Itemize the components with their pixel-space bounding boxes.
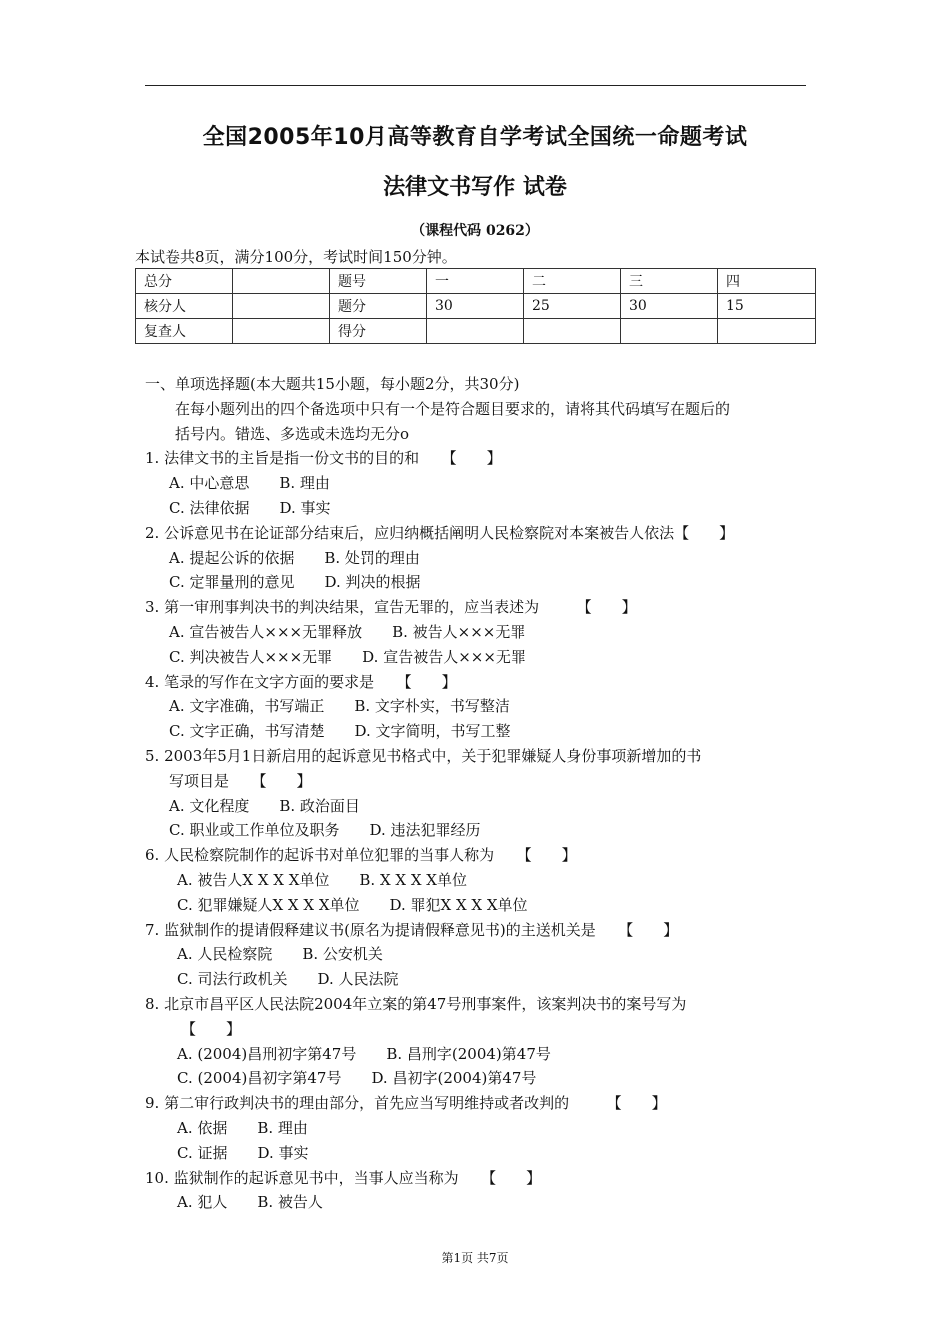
question-options: C. 职业或工作单位及职务 D. 违法犯罪经历 — [169, 821, 481, 840]
table-cell: 题分 — [330, 294, 427, 319]
question-stem: 6. 人民检察院制作的起诉书对单位犯罪的当事人称为 【 】 — [145, 846, 577, 865]
table-cell: 30 — [427, 294, 524, 319]
table-row — [136, 319, 816, 344]
table-cell — [233, 294, 330, 319]
question-stem: 8. 北京市昌平区人民法院2004年立案的第47号刑事案件，该案判决书的案号写为 — [145, 994, 687, 1013]
section-heading: 一、单项选择题(本大题共15小题，每小题2分，共30分) — [145, 375, 520, 393]
question-options: A. (2004)昌刑初字第47号 B. 昌刑字(2004)第47号 — [177, 1044, 551, 1063]
subject-title: 法律文书写作 试卷 — [383, 175, 567, 200]
table-cell — [427, 319, 524, 344]
question-options: C. 判决被告人×××无罪 D. 宣告被告人×××无罪 — [169, 647, 526, 666]
question-options: C. 证据 D. 事实 — [177, 1143, 309, 1162]
question-stem: 5. 2003年5月1日新启用的起诉意见书格式中，关于犯罪嫌疑人身份事项新增加的书 — [145, 746, 702, 765]
table-cell — [524, 319, 621, 344]
question-options: C. 犯罪嫌疑人X X X X单位 D. 罪犯X X X X单位 — [177, 895, 528, 914]
table-cell: 三 — [621, 269, 718, 294]
table-cell: 复查人 — [136, 319, 233, 344]
table-cell: 得分 — [330, 319, 427, 344]
question-options: A. 犯人 B. 被告人 — [177, 1193, 323, 1212]
question-options: A. 文化程度 B. 政治面目 — [169, 796, 360, 815]
table-cell — [621, 319, 718, 344]
table-cell: 30 — [621, 294, 718, 319]
section-instruction: 括号内。错选、多选或未选均无分o — [175, 424, 410, 443]
table-cell: 二 — [524, 269, 621, 294]
question-options: A. 依据 B. 理由 — [177, 1118, 308, 1137]
table-cell: 题号 — [330, 269, 427, 294]
question-stem: 4. 笔录的写作在文字方面的要求是 【 】 — [145, 672, 457, 691]
page-footer: 第1页 共7页 — [441, 1251, 509, 1265]
table-row — [136, 269, 816, 294]
section-instruction: 在每小题列出的四个备选项中只有一个是符合题目要求的，请将其代码填写在题后的 — [175, 399, 731, 418]
question-stem: 9. 第二审行政判决书的理由部分，首先应当写明维持或者改判的 【 】 — [145, 1094, 667, 1113]
table-cell — [233, 269, 330, 294]
table-cell: 一 — [427, 269, 524, 294]
question-options: C. 法律依据 D. 事实 — [169, 498, 331, 517]
question-options: C. 文字正确，书写清楚 D. 文字简明，书写工整 — [169, 722, 511, 741]
table-cell — [233, 319, 330, 344]
question-options: A. 中心意思 B. 理由 — [169, 474, 330, 493]
exam-title: 全国2005年10月高等教育自学考试全国统一命题考试 — [202, 125, 748, 150]
question-options: A. 宣告被告人×××无罪释放 B. 被告人×××无罪 — [169, 622, 526, 641]
question-stem: 1. 法律文书的主旨是指一份文书的目的和 【 】 — [145, 449, 502, 468]
top-rule — [145, 85, 806, 86]
question-options: C. (2004)昌初字第47号 D. 昌初字(2004)第47号 — [177, 1069, 537, 1088]
table-cell: 四 — [718, 269, 816, 294]
question-options: C. 司法行政机关 D. 人民法院 — [177, 970, 399, 989]
table-row — [136, 294, 816, 319]
question-options: A. 提起公诉的依据 B. 处罚的理由 — [169, 548, 420, 567]
exam-intro: 本试卷共8页，满分100分，考试时间150分钟。 — [135, 248, 457, 266]
course-code: （课程代码 0262） — [411, 223, 539, 239]
table-cell: 核分人 — [136, 294, 233, 319]
question-stem: 3. 第一审刑事判决书的判决结果，宣告无罪的，应当表述为 【 】 — [145, 598, 637, 617]
question-options: A. 被告人X X X X单位 B. X X X X单位 — [177, 870, 467, 889]
table-cell: 25 — [524, 294, 621, 319]
question-stem: 2. 公诉意见书在论证部分结束后，应归纳概括阐明人民检察院对本案被告人依法【 】 — [145, 523, 735, 542]
question-stem: 7. 监狱制作的提请假释建议书(原名为提请假释意见书)的主送机关是 【 】 — [145, 920, 679, 939]
question-options: A. 人民检察院 B. 公安机关 — [177, 945, 383, 964]
question-stem-cont: 【 】 — [181, 1019, 242, 1038]
question-stem-cont: 写项目是 【 】 — [169, 771, 312, 790]
score-table — [135, 268, 816, 344]
table-cell: 总分 — [136, 269, 233, 294]
question-options: A. 文字准确，书写端正 B. 文字朴实，书写整洁 — [169, 697, 510, 716]
question-options: C. 定罪量刑的意见 D. 判决的根据 — [169, 573, 421, 592]
table-cell — [718, 319, 816, 344]
question-section — [145, 372, 815, 1215]
table-cell: 15 — [718, 294, 816, 319]
question-stem: 10. 监狱制作的起诉意见书中，当事人应当称为 【 】 — [145, 1168, 542, 1187]
